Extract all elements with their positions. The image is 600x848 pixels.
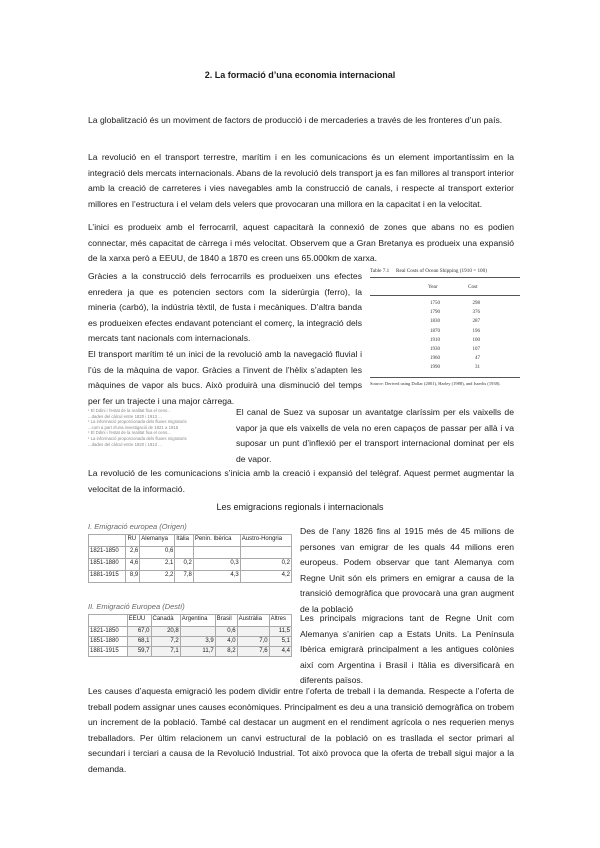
table-header-row xyxy=(89,535,292,547)
table-period-cell: 1821-1850 xyxy=(89,547,126,559)
table-year-cell: 1910 xyxy=(430,337,440,343)
subsection-title: Les emigracions regionals i internacionals xyxy=(216,502,384,512)
table-value-cell: 4,4 xyxy=(269,647,291,657)
table-header-cell: Altres xyxy=(269,615,291,627)
table-value-cell: 7,0 xyxy=(237,637,269,647)
table-cost-cell: 31 xyxy=(475,365,480,371)
table-value-cell: 4,0 xyxy=(215,637,237,647)
table-caption: Real Costs of Ocean Shipping (1910 = 100) xyxy=(396,268,487,274)
table-cost-cell: 196 xyxy=(472,328,480,334)
paragraph-telegraph: La revolució de les comunicacions s’inicia amb la creació i expansió del telègraf. Aquest permet augmentar la velocitat de la informació. xyxy=(88,468,514,494)
table-header-rule xyxy=(370,295,520,296)
table-cost-cell: 100 xyxy=(472,337,480,343)
emigration-origin-title: I. Emigració europea (Origen) xyxy=(88,522,187,531)
footnote-line: ...dades del càlcul entre 1820 i 1913 ... xyxy=(88,413,162,419)
table-cost-cell: 376 xyxy=(472,310,480,316)
paragraph-globalization: La globalització és un moviment de factors de producció i de mercaderies a través de les fronteres d’un país. xyxy=(88,115,503,125)
table-period-cell: 1881-1915 xyxy=(89,647,128,657)
table-header-cell: RU xyxy=(126,535,140,547)
table-cost-cell: 287 xyxy=(472,319,480,325)
footnote-line: ¹ La informació proporcionada dels fluxes migratoris xyxy=(88,419,187,425)
table-value-cell: 11,5 xyxy=(269,627,291,637)
emigration-destination-table xyxy=(88,614,292,657)
shipping-cost-table xyxy=(370,268,520,391)
table-header-cell: Penin. Ibèrica xyxy=(193,535,240,547)
table-header-cell xyxy=(89,615,128,627)
table-period-cell: 1821-1850 xyxy=(89,627,128,637)
footnote-line: ...com a part d'una investigació de 1821 a 1915 xyxy=(88,424,179,430)
table-year-cell: 1960 xyxy=(430,356,440,362)
table-value-cell: 4,6 xyxy=(126,559,140,571)
table-header-cell: Austro-Hongria xyxy=(240,535,291,547)
table-cost-cell: 298 xyxy=(472,301,480,306)
table-value-cell: 20,8 xyxy=(151,627,180,637)
table-value-cell: 7,1 xyxy=(151,647,180,657)
table-cost-cell: 47 xyxy=(475,356,480,362)
table-value-cell: 0,2 xyxy=(175,559,194,571)
table-header-cell: Canadà xyxy=(151,615,180,627)
table-year-cell: 1750 xyxy=(430,301,440,306)
table-year-cell: 1830 xyxy=(430,319,440,325)
table-value-cell xyxy=(180,627,215,637)
table-row xyxy=(89,559,292,571)
table-row xyxy=(89,637,292,647)
table-period-cell: 1881-1915 xyxy=(89,571,126,583)
table-value-cell: 2,2 xyxy=(140,571,175,583)
table-header-cost: Cost xyxy=(468,284,478,290)
paragraph-emigration-figures: Des de l’any 1826 fins al 1915 més de 45 milions de persones van emigrar de les quals 44 milions eren europeus. Podem observar que tant Alemanya com Regne Unit són els primers en emigrar a causa de la transició demogràfica que provocarà una gran augment de la població xyxy=(300,526,514,614)
table-source: Source: Derived using Dollar (2001), Harley (1988), and Isserlis (1938). xyxy=(370,381,501,386)
table-value-cell: 4,2 xyxy=(240,571,291,583)
table-label: Table 7.1 xyxy=(370,268,390,274)
paragraph-emigration-causes: Les causes d’aquesta emigració les podem dividir entre l’oferta de treball i la demanda. Respecte a l’oferta de treball podem assignar unes causes econòmiques. Principalment es deu a una transició demogràfica on trobem un increment de la població. També cal destacar un augment en el rendiment agrícola o nes requerien menys treballadors. Per últim relacionem un canvi estructural de la població on es trasllada el sector primari al secundari i terciari a causa de la Revolució Industrial. Tot això provoca que la oferta de treball sigui major a la demanda. xyxy=(88,686,514,774)
table-value-cell: 68,1 xyxy=(127,637,151,647)
table-value-cell: 5,1 xyxy=(269,637,291,647)
table-value-cell: 2,6 xyxy=(126,547,140,559)
table-year-cell: 1790 xyxy=(430,310,440,316)
table-value-cell: 67,0 xyxy=(127,627,151,637)
emigration-origin-table xyxy=(88,534,292,583)
table-header-cell: EEUU xyxy=(127,615,151,627)
table-top-rule xyxy=(370,277,520,278)
table-row xyxy=(89,647,292,657)
table-bottom-rule xyxy=(370,377,520,378)
paragraph-railway: L’inici es produeix amb el ferrocarril, aquest capacitarà la connexió de zones que abans no es podien connectar, més capacitat de càrrega i més velocitat. Observem que a Gran Bretanya es produeix una expansió de la xarxa però a EEUU, de 1840 a 1870 es creen uns 65.000km de xarxa. xyxy=(88,222,514,264)
table-year-cell: 1990 xyxy=(430,365,440,371)
table-value-cell: 8,2 xyxy=(215,647,237,657)
table-value-cell: 2,1 xyxy=(140,559,175,571)
table-value-cell xyxy=(175,547,194,559)
table-period-cell: 1851-1880 xyxy=(89,637,128,647)
table-value-cell xyxy=(240,547,291,559)
table-row xyxy=(89,627,292,637)
paragraph-railway-effects: Gràcies a la construcció dels ferrocarrils es produeixen uns efectes enredera ja que es potencien sectors com la siderúrgia (ferro), la mineria (carbó), la indústria tèxtil, de fusta i mecàniques. D’altra banda es produeixen efectes endavant potenciant el comerç, la integració dels mercats tant nacionals com internacionals. xyxy=(88,271,362,344)
table-row xyxy=(89,571,292,583)
footnote-line: ¹ La informació proporcionada dels fluxes migratoris xyxy=(88,435,187,441)
table-value-cell xyxy=(237,627,269,637)
table-value-cell: 7,8 xyxy=(175,571,194,583)
table-header-cell: Brasil xyxy=(215,615,237,627)
table-value-cell: 0,3 xyxy=(193,559,240,571)
footnote-line: ...dades del càlcul entre 1820 i 1913 ... xyxy=(88,441,162,447)
footnote-line: ¹ El Ddini i l'estat de la realitat fixa el cens... xyxy=(88,430,171,436)
table-header-cell: Austràlia xyxy=(237,615,269,627)
table-value-cell: 0,6 xyxy=(140,547,175,559)
table-value-cell xyxy=(193,547,240,559)
table-row xyxy=(89,547,292,559)
table-year-cell: 1930 xyxy=(430,347,440,352)
table-value-cell: 8,9 xyxy=(126,571,140,583)
paragraph-suez: El canal de Suez va suposar un avantatge claríssim per els vaixells de vapor ja que els vaixells de vela no eren capaços de passar per allà i va suposar un punt d’inflexió per el transport internacional dominat per els de vapor. xyxy=(236,407,514,464)
table-value-cell: 4,3 xyxy=(193,571,240,583)
table-value-cell: 0,6 xyxy=(215,627,237,637)
table-cost-cell: 107 xyxy=(472,347,480,352)
table-value-cell: 3,9 xyxy=(180,637,215,647)
table-value-cell: 7,2 xyxy=(151,637,180,647)
table-header-cell: Alemanya xyxy=(140,535,175,547)
table-year-cell: 1870 xyxy=(430,328,440,334)
table-value-cell: 7,6 xyxy=(237,647,269,657)
paragraph-migration-routes: Les principals migracions tant de Regne Unit com Alemanya s’anirien cap a Estats Units. La Península Ibèrica emigrarà principalment a les antigues colònies així com Argentina i Brasil i Itàlia es diversificarà en diferents països. xyxy=(300,613,514,686)
table-header-cell: Itàlia xyxy=(175,535,194,547)
table-header-year: Year xyxy=(428,284,438,290)
table-value-cell: 59,7 xyxy=(127,647,151,657)
paragraph-maritime: El transport marítim té un inici de la revolució amb la navegació fluvial i l’ús de la màquina de vapor. Gràcies a l’invent de l’hèlix s’adapten les màquines de vapor als bucs. Això produirà una disminució del temps per fer un trajecte i una major càrrega. xyxy=(88,349,362,406)
table-value-cell: 11,7 xyxy=(180,647,215,657)
section-title: 2. La formació d’una economia internacional xyxy=(204,70,396,80)
table-value-cell: 0,2 xyxy=(240,559,291,571)
table-header-row xyxy=(89,615,292,627)
emigration-destination-title: II. Emigració Europea (Destí) xyxy=(88,602,185,611)
table-header-cell: Argentina xyxy=(180,615,215,627)
footnote-image xyxy=(88,408,233,458)
paragraph-transport-revolution: La revolució en el transport terrestre, marítim i en les comunicacions és un element importantíssim en la integració dels mercats internacionals. Abans de la revolució dels transport ja es fan millores al transport interior amb la creació de carreteres i vies navegables amb la construcció de canals, i respecte al transport exterior millores en l’estructura i el velam dels velers que provocaran una millora en la capacitat i en la velocitat. xyxy=(88,152,514,209)
table-period-cell: 1851-1880 xyxy=(89,559,126,571)
table-header-cell xyxy=(89,535,126,547)
footnote-line: ¹ El Ddini i l'estat de la realitat fixa el cens... xyxy=(88,408,171,413)
